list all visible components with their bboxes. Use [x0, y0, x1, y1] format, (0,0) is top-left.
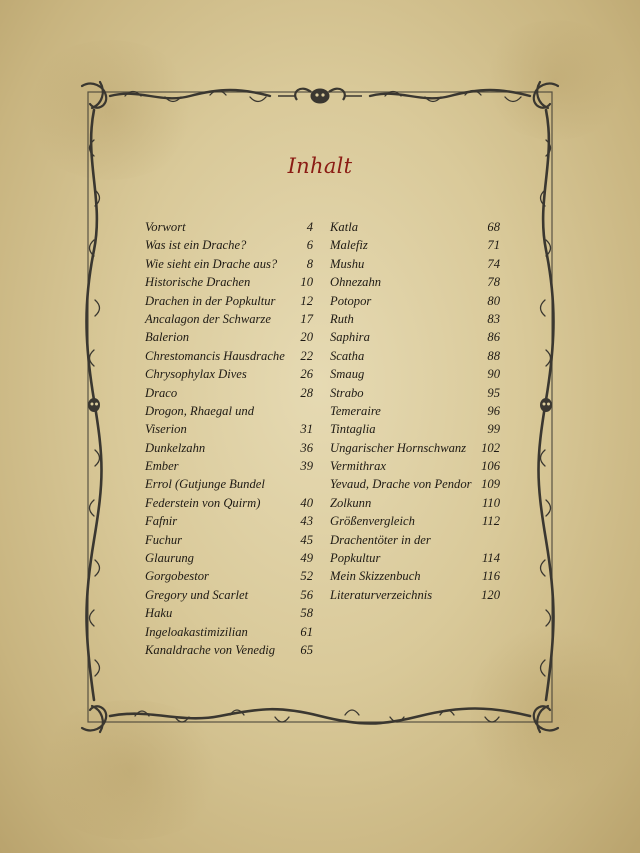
toc-entry	[145, 641, 313, 659]
toc-entry-page: 86	[487, 330, 500, 345]
toc-entry-page: 95	[487, 385, 500, 400]
toc-entry-title: Mushu	[330, 256, 365, 271]
toc-entry-title: Temeraire	[330, 403, 381, 418]
toc-entry-page: 40	[300, 495, 313, 510]
toc-entry-page: 43	[300, 514, 313, 529]
toc-entry-page: 78	[487, 275, 500, 290]
toc-entry	[330, 457, 500, 475]
toc-entry-page: 61	[300, 624, 313, 639]
page-title: Inhalt	[287, 154, 353, 178]
toc-entry	[330, 439, 500, 457]
toc-entry	[330, 292, 500, 310]
toc-entry	[330, 310, 500, 328]
toc-entry	[145, 531, 313, 549]
toc-entry-title: Vorwort	[145, 220, 186, 234]
toc-entry	[330, 420, 500, 438]
toc-entry-page: 31	[300, 422, 313, 437]
toc-entry-title: Tintaglia	[330, 422, 376, 437]
toc-entry	[145, 512, 313, 530]
toc-entry	[145, 347, 313, 365]
toc-entry-page: 52	[300, 569, 313, 584]
toc-entry-title: Scatha	[330, 348, 365, 363]
toc-entry-title: Strabo	[330, 385, 364, 400]
toc-entry	[145, 255, 313, 273]
toc-entry-page: 90	[487, 367, 500, 382]
toc-entry	[145, 292, 313, 310]
toc-entry-title: Ungarischer Hornschwanz	[330, 440, 467, 455]
toc-entry-title: Malefiz	[330, 238, 368, 253]
toc-entry-page: 12	[300, 293, 313, 308]
toc-entry-page: 88	[487, 348, 500, 363]
toc-entry	[330, 402, 500, 420]
toc-entry-page: 120	[481, 587, 500, 602]
toc-entry-title: Wie sieht ein Drache aus?	[145, 256, 278, 271]
toc-entry-page: 36	[300, 440, 313, 455]
toc-entry-title: Chrestomancis Hausdrache	[145, 348, 285, 363]
toc-entry-page: 8	[306, 256, 313, 271]
toc-entry-title: Balerion	[145, 330, 190, 345]
toc-entry-page: 6	[306, 238, 313, 253]
toc-entry-title: Popkultur	[330, 551, 381, 566]
toc-entry	[145, 273, 313, 291]
toc-entry-title: Smaug	[330, 367, 365, 382]
toc-entry-title: Historische Drachen	[145, 275, 251, 290]
toc-entry	[145, 549, 313, 567]
toc-entry-title: Größenvergleich	[330, 514, 415, 529]
toc-entry-title: Yevaud, Drache von Pendor	[330, 477, 472, 492]
toc-entry-page: 68	[487, 220, 500, 234]
toc-entry-page: 102	[481, 440, 500, 455]
toc-entry-title: Mein Skizzenbuch	[330, 569, 421, 584]
toc-entry	[330, 328, 500, 346]
toc-entry-page: 49	[300, 551, 313, 566]
toc-entry	[330, 365, 500, 383]
toc-entry	[145, 457, 313, 475]
toc-entry	[330, 586, 500, 604]
toc-entry-page: 22	[300, 348, 313, 363]
toc-entry	[330, 273, 500, 291]
toc-entry-page: 96	[487, 403, 500, 418]
toc-entry-title: Haku	[145, 606, 173, 621]
toc-entry	[330, 475, 500, 493]
toc-entry	[145, 604, 313, 622]
toc-entry-title: Ancalagon der Schwarze	[145, 311, 271, 326]
toc-entry-page: 99	[487, 422, 500, 437]
toc-entry-title: Drachen in der Popkultur	[145, 293, 276, 308]
toc-entry	[145, 567, 313, 585]
toc-entry	[330, 512, 500, 530]
toc-entry	[330, 549, 500, 567]
toc-entry-title: Viserion	[145, 422, 187, 437]
toc-entry-title: Ruth	[330, 311, 354, 326]
toc-entry-page: 10	[300, 275, 313, 290]
toc-entry-page: 28	[300, 385, 313, 400]
toc-entry-title: Ember	[145, 459, 179, 474]
toc-entry-title: Drachentöter in der	[330, 532, 431, 547]
toc-entry	[145, 475, 313, 493]
toc-entry-page: 17	[300, 311, 313, 326]
toc-entry	[145, 384, 313, 402]
toc-entry-page: 106	[481, 459, 500, 474]
toc-entry	[330, 236, 500, 254]
toc-entry-title: Errol (Gutjunge Bundel	[145, 477, 265, 492]
toc-entry-page: 58	[300, 606, 313, 621]
toc-entry	[330, 384, 500, 402]
toc-entry-title: Ingeloakastimizilian	[145, 624, 248, 639]
toc-entry-title: Chrysophylax Dives	[145, 367, 247, 382]
toc-entry	[145, 494, 313, 512]
toc-entry-title: Dunkelzahn	[145, 440, 206, 455]
toc-entry	[330, 347, 500, 365]
toc-entry	[145, 586, 313, 604]
toc-entry-page: 83	[487, 311, 500, 326]
toc-entry-page: 71	[487, 238, 500, 253]
toc-entry	[145, 328, 313, 346]
toc-entry-title: Gorgobestor	[145, 569, 209, 584]
toc-entry-page: 26	[300, 367, 313, 382]
toc-entry-title: Draco	[145, 385, 178, 400]
toc-entry-title: Fafnir	[145, 514, 178, 529]
toc-entry	[145, 439, 313, 457]
toc-entry-page: 116	[482, 569, 500, 584]
toc-entry	[330, 218, 500, 236]
toc-entry-title: Fuchur	[145, 532, 183, 547]
toc-entry-page: 80	[487, 293, 500, 308]
toc-entry-title: Drogon, Rhaegal und	[145, 403, 255, 418]
toc-entry	[145, 218, 313, 236]
toc-entry-title: Potopor	[330, 293, 372, 308]
toc-entry-title: Literaturverzeichnis	[330, 587, 433, 602]
toc-entry	[330, 567, 500, 585]
toc-entry-title: Katla	[330, 220, 358, 234]
toc-entry	[145, 236, 313, 254]
toc-entry-page: 110	[482, 495, 500, 510]
toc-entry	[145, 623, 313, 641]
toc-entry-title: Zolkunn	[330, 495, 372, 510]
toc-entry-title: Ohnezahn	[330, 275, 382, 290]
toc-entry	[330, 494, 500, 512]
toc-entry	[330, 531, 500, 549]
toc-entry-title: Vermithrax	[330, 459, 386, 474]
toc-entry	[145, 310, 313, 328]
toc-entry	[145, 365, 313, 383]
toc-entry-page: 74	[487, 256, 500, 271]
toc-entry-title: Kanaldrache von Venedig	[145, 642, 276, 657]
toc-entry-page: 109	[481, 477, 500, 492]
toc-entry-page: 4	[306, 220, 313, 234]
toc-entry	[145, 420, 313, 438]
toc-entry-page: 56	[300, 587, 313, 602]
toc-entry-title: Federstein von Quirm)	[145, 495, 261, 510]
toc-entry-page: 39	[300, 459, 313, 474]
toc-entry-title: Saphira	[330, 330, 370, 345]
toc-entry-page: 65	[300, 642, 313, 657]
toc-entry-title: Gregory und Scarlet	[145, 587, 249, 602]
toc-column-left	[145, 218, 313, 659]
toc-entry-page: 114	[482, 551, 500, 566]
toc-entry-page: 45	[300, 532, 313, 547]
toc-entry	[330, 255, 500, 273]
toc-entry-page: 20	[300, 330, 313, 345]
toc-entry-title: Glaurung	[145, 551, 194, 566]
toc-entry	[145, 402, 313, 420]
toc-column-right	[330, 218, 500, 604]
toc-entry-page: 112	[482, 514, 500, 529]
toc-entry-title: Was ist ein Drache?	[145, 238, 247, 253]
